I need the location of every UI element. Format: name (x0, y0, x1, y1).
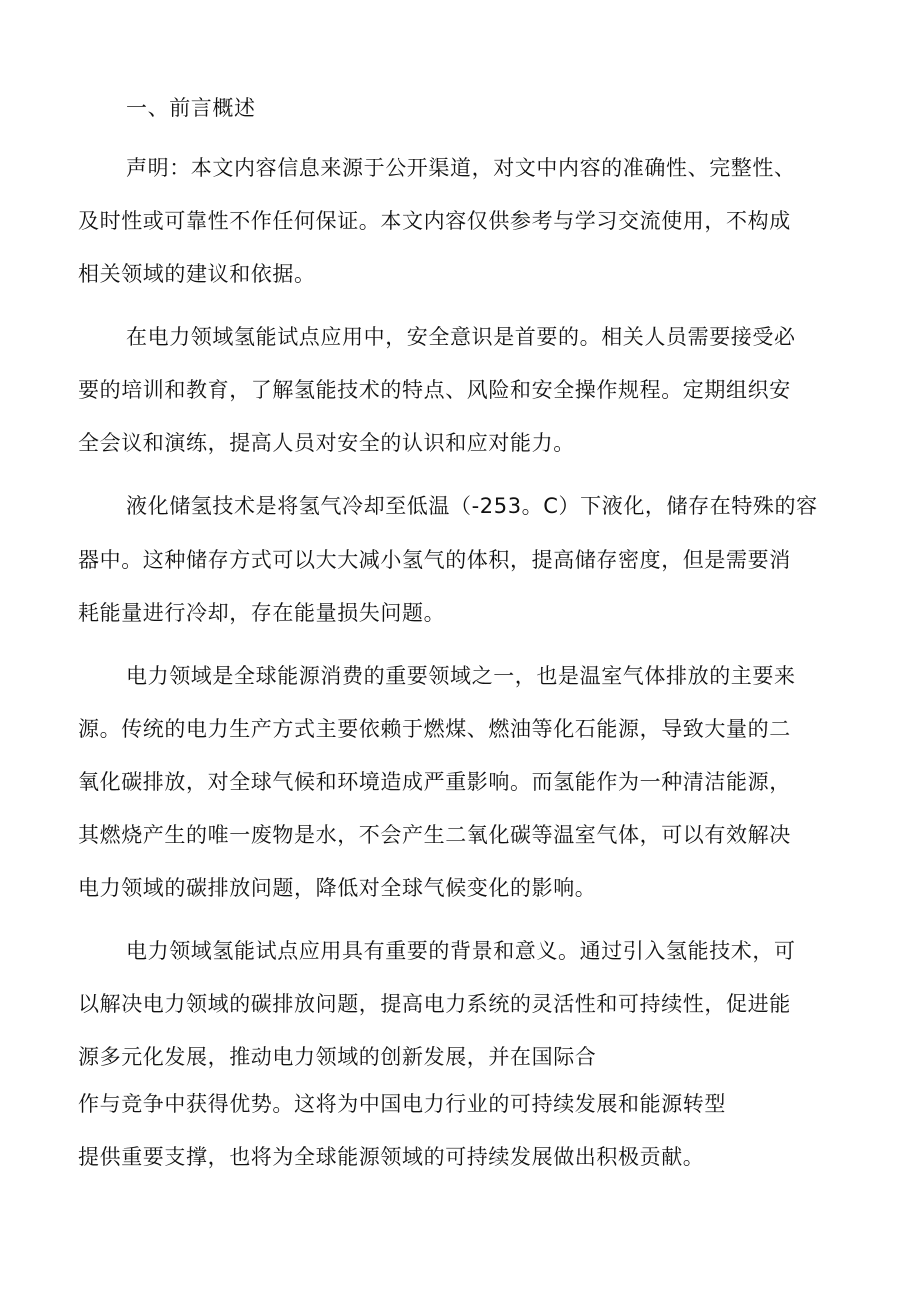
paragraph-line: 要的培训和教育，了解氢能技术的特点、风险和安全操作规程。定期组织安 (78, 378, 791, 402)
paragraph-line: 源。传统的电力生产方式主要依赖于燃煤、燃油等化石能源，导致大量的二 (78, 717, 791, 741)
paragraph-line: 电力领域氢能试点应用具有重要的背景和意义。通过引入氢能技术，可 (126, 939, 796, 963)
paragraph-line: 源多元化发展，推动电力领域的创新发展，并在国际合 (78, 1045, 597, 1069)
paragraph-line: 声明：本文内容信息来源于公开渠道，对文中内容的准确性、完整性、 (126, 156, 796, 180)
paragraph-line: 全会议和演练，提高人员对安全的认识和应对能力。 (78, 431, 575, 455)
paragraph-line: 在电力领域氢能试点应用中，安全意识是首要的。相关人员需要接受必 (126, 325, 796, 349)
paragraph-line: 提供重要支撑，也将为全球能源领域的可持续发展做出积极贡献。 (78, 1145, 705, 1169)
paragraph-line: 及时性或可靠性不作任何保证。本文内容仅供参考与学习交流使用，不构成 (78, 209, 791, 233)
paragraph-line: 作与竞争中获得优势。这将为中国电力行业的可持续发展和能源转型 (78, 1092, 726, 1116)
section-heading: 一、前言概述 (126, 96, 256, 120)
paragraph-line: 电力领域是全球能源消费的重要领域之一，也是温室气体排放的主要来 (126, 664, 796, 688)
paragraph-line: 相关领域的建议和依据。 (78, 262, 316, 286)
paragraph-line: 液化储氢技术是将氢气冷却至低温（-253。C）下液化，储存在特殊的容 (126, 494, 818, 518)
paragraph-line: 电力领域的碳排放问题，降低对全球气候变化的影响。 (78, 876, 597, 900)
paragraph-line: 器中。这种储存方式可以大大减小氢气的体积，提高储存密度，但是需要消 (78, 548, 791, 572)
paragraph-line: 氧化碳排放，对全球气候和环境造成严重影响。而氢能作为一种清洁能源， (78, 770, 791, 794)
paragraph-line: 以解决电力领域的碳排放问题，提高电力系统的灵活性和可持续性，促进能 (78, 992, 791, 1016)
paragraph-line: 耗能量进行冷却，存在能量损失问题。 (78, 601, 446, 625)
paragraph-line: 其燃烧产生的唯一废物是水，不会产生二氧化碳等温室气体，可以有效解决 (78, 823, 791, 847)
